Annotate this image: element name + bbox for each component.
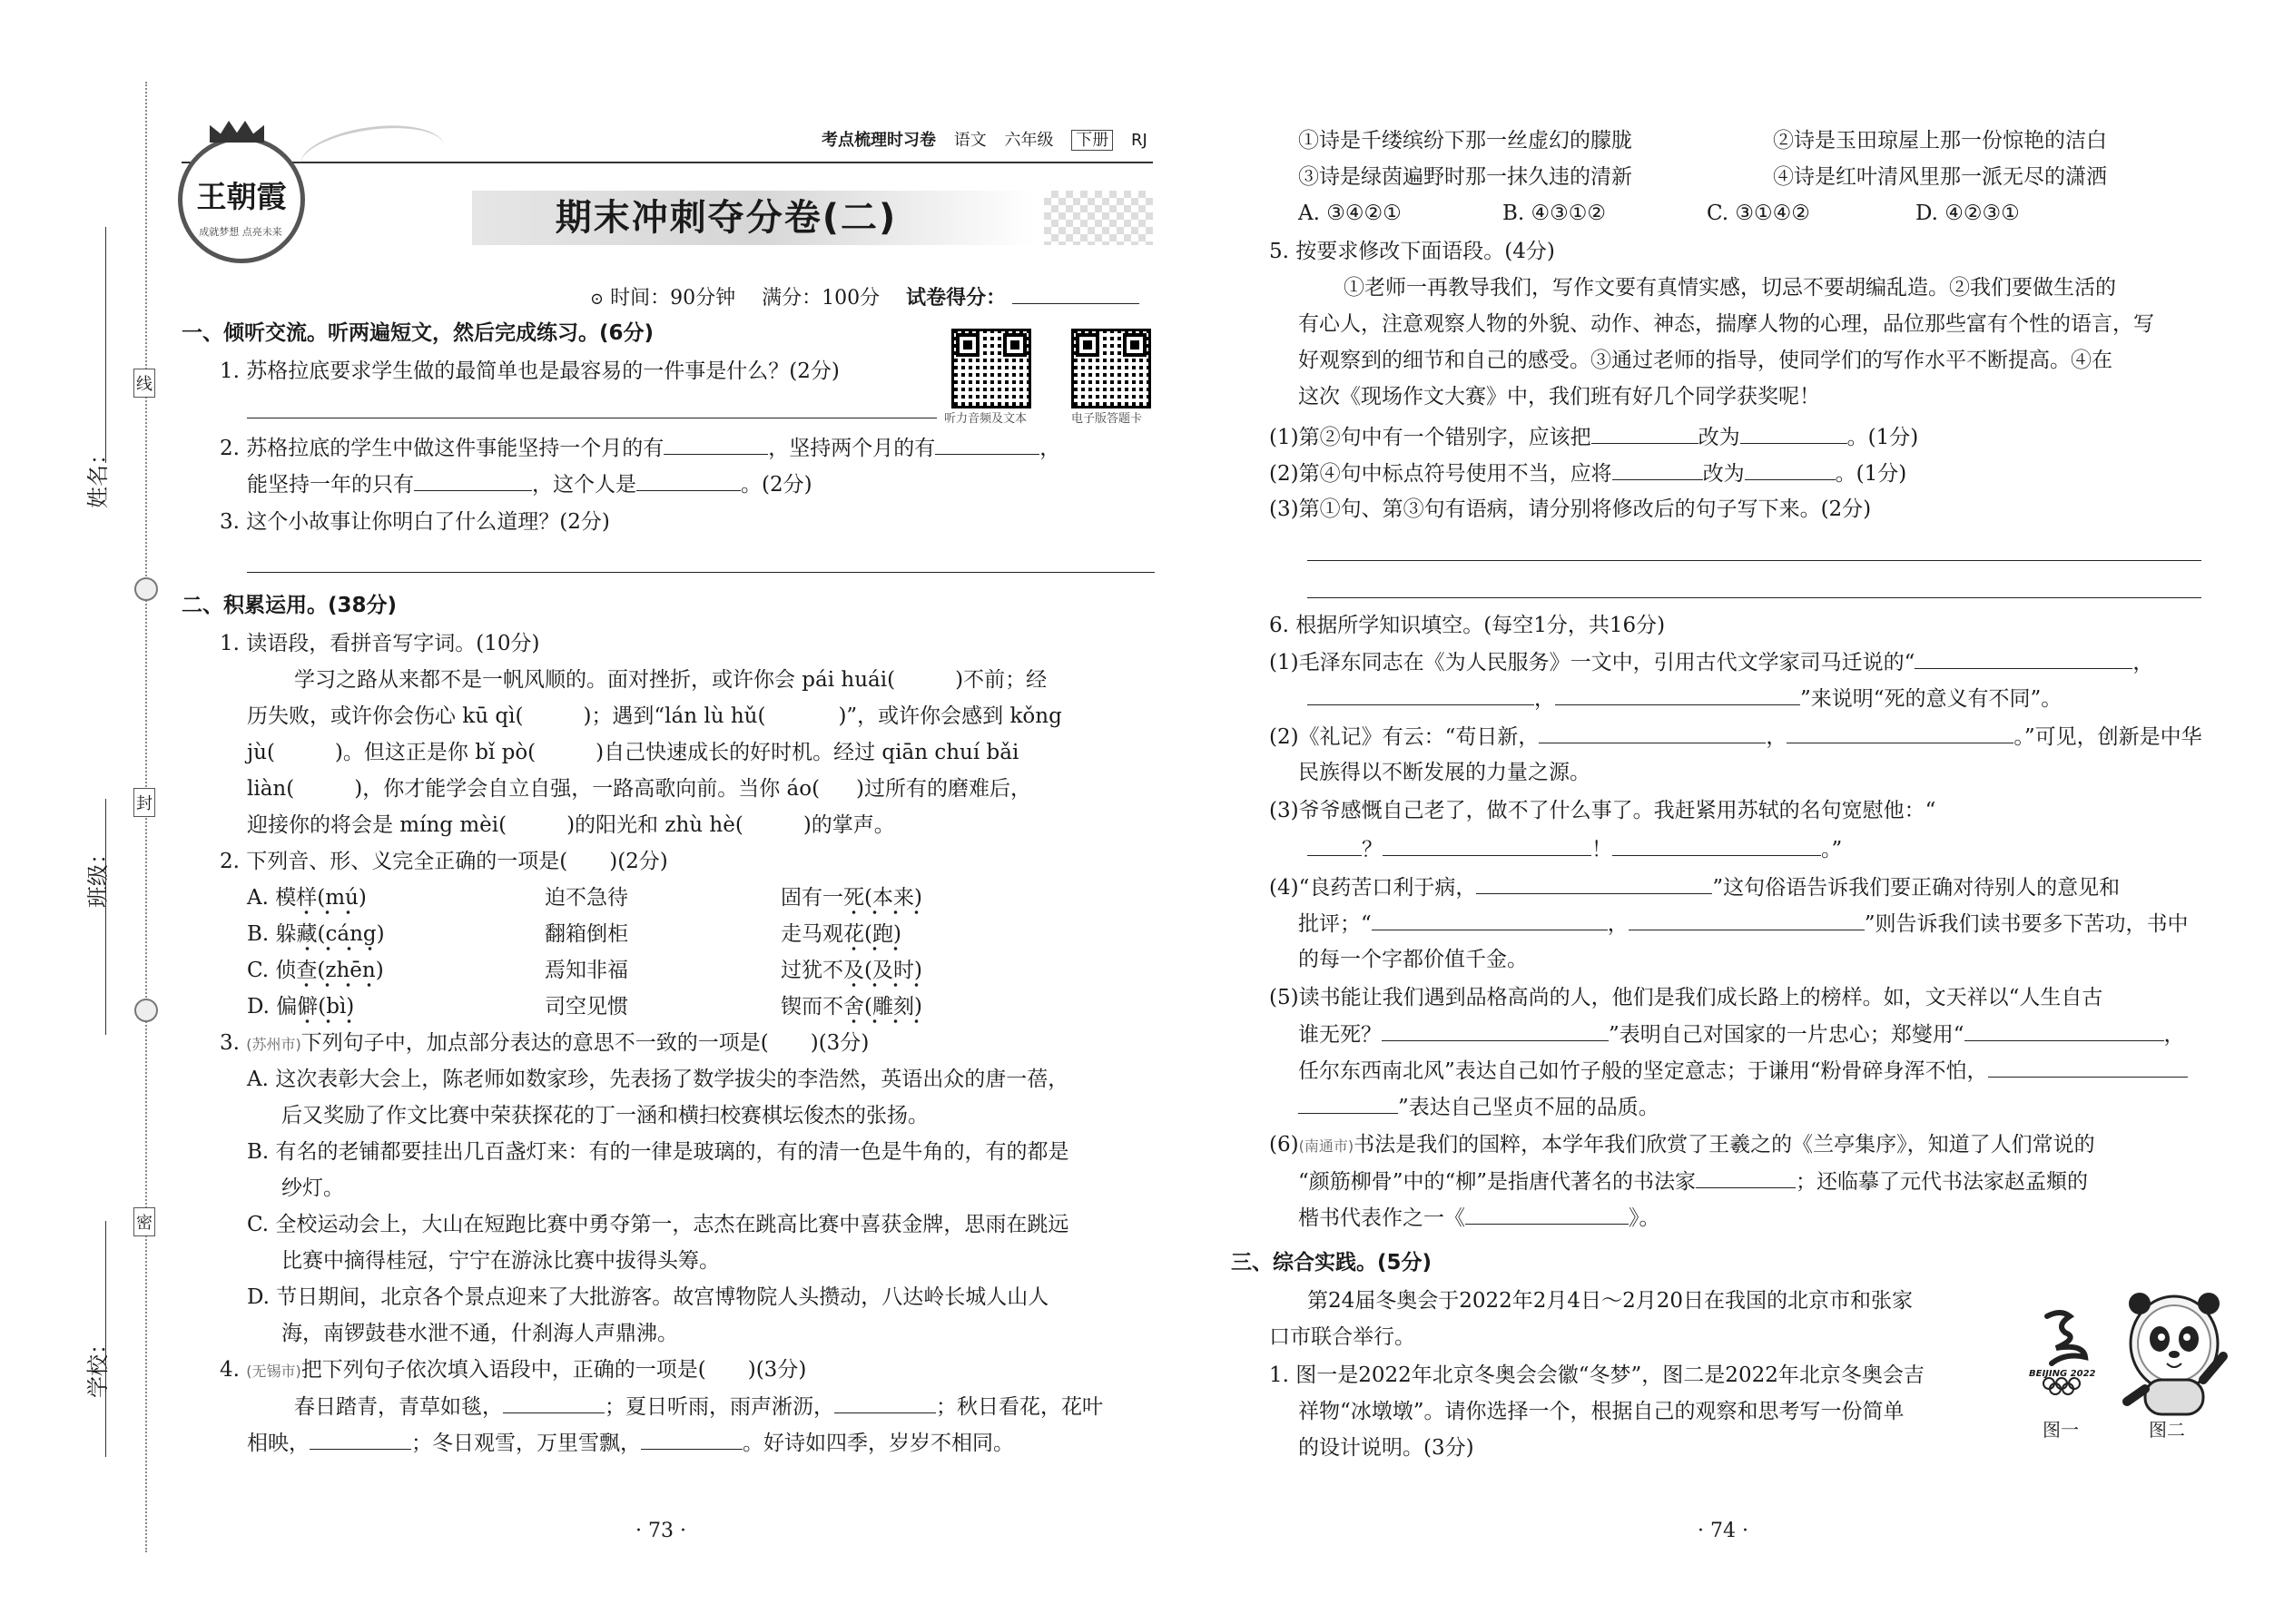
q12-text-b: ，坚持两个月的有 — [768, 437, 936, 460]
cut-mark-3: 密 — [133, 1207, 155, 1236]
q6s3-b: ？ — [1362, 838, 1383, 861]
p1-text-a: 学习之路从来都不是一帆风顺的。面对挫折，或许你会 pái huái( — [294, 668, 896, 692]
q22-option-word: 查(zhēn) — [296, 959, 383, 988]
q22-meaning-lead: 过犹不 — [781, 959, 843, 982]
q6-sub-3-cont — [1307, 835, 1842, 863]
time-limit: 时间：90分钟 — [610, 287, 736, 310]
q22-option-lead: A. 模 — [247, 886, 297, 910]
q5s2-a: (2)第④句中标点符号使用不当，应将 — [1269, 462, 1612, 486]
q6s3-c: ！ — [1591, 838, 1612, 861]
q6-sub-6-cont2 — [1298, 1204, 1660, 1232]
emblem-icon — [2029, 1307, 2105, 1398]
q6s5-f: ”表达自己坚贞不屈的品质。 — [1398, 1096, 1659, 1119]
blank-6-2b[interactable] — [1787, 723, 2013, 743]
q22-option-c[interactable] — [247, 957, 384, 984]
cut-mark-1: 线 — [133, 369, 155, 398]
answer-sheet-qr-code[interactable] — [1071, 329, 1151, 408]
crown-icon — [210, 121, 264, 143]
header-bar — [822, 127, 1147, 154]
logo-motto: 成就梦想 点亮未来 — [199, 226, 282, 238]
q23-option-b-line1[interactable]: B. 有名的老铺都要挂出几百盏灯来：有的一律是玻璃的，有的清一色是牛角的，有的都是 — [247, 1140, 1069, 1164]
q22-option-idiom: 翻箱倒柜 — [545, 922, 628, 946]
region-tag: (南通市) — [1298, 1137, 1354, 1155]
subject-badge: 语文 — [953, 131, 987, 150]
q12-text-d: 能坚持一年的只有 — [247, 473, 414, 497]
q22-option-word: 僻(bì) — [297, 995, 354, 1024]
q6s6-e: 》。 — [1629, 1206, 1660, 1230]
s3-passage-2: 口市联合举行。 — [1269, 1325, 1415, 1349]
binding-hole-icon — [134, 999, 158, 1022]
score-blank[interactable] — [1012, 283, 1139, 304]
q6s1-b: ， — [2132, 651, 2154, 674]
region-tag: (苏州市) — [246, 1036, 301, 1053]
q23-option-a-line2: 后又奖励了作文比赛中荣获探花的丁一涵和横扫校赛棋坛俊杰的张扬。 — [281, 1104, 929, 1127]
answer-line-5-3a[interactable] — [1307, 560, 2201, 561]
q22-meaning-word: 花(跑) — [843, 922, 901, 951]
p3-text-b: )。但这正是你 bǐ pò( — [334, 741, 537, 764]
q24-p1b: ；夏日听雨，雨声淅沥， — [605, 1395, 834, 1419]
q24-p1a: 春日踏青，青草如毯， — [294, 1395, 503, 1419]
s3-passage-1: 第24届冬奥会于2022年2月4日～2月20日在我国的北京市和张家 — [1307, 1289, 1913, 1313]
blank-6-4b[interactable] — [1372, 910, 1608, 930]
q5s1-b: 改为 — [1698, 426, 1740, 449]
blank-2-4a[interactable] — [503, 1393, 605, 1413]
q22-meaning-word: 舍(雕刻) — [843, 995, 922, 1024]
q23-option-c-line2: 比赛中摘得桂冠，宁宁在游泳比赛中拔得头筹。 — [281, 1249, 720, 1273]
blank-6-6b[interactable] — [1465, 1204, 1629, 1225]
q6-sub-4-end: 的每一个字都价值千金。 — [1298, 948, 1528, 971]
q24-passage-line2 — [247, 1429, 1014, 1457]
binding-hole-icon — [134, 577, 158, 601]
p2-text-a: 历失败，或许你会伤心 kū qì( — [247, 704, 524, 728]
q4-opt-2: ②诗是玉田琼屋上那一份惊艳的洁白 — [1773, 129, 2107, 153]
blank-6-1c[interactable] — [1555, 684, 1800, 705]
q5-sub-2 — [1269, 459, 1906, 487]
q12-text-a: 2. 苏格拉底的学生中做这件事能坚持一个月的有 — [220, 437, 665, 460]
q22-option-meaning — [781, 957, 922, 984]
q22-option-idiom: 司空见惯 — [545, 995, 628, 1019]
q4-opt-3: ③诗是绿茵遍野时那一抹久违的清新 — [1298, 165, 1632, 189]
q22-option-idiom: 迫不急待 — [545, 886, 628, 910]
q24-p2a: 相映， — [247, 1432, 310, 1455]
q5-sub-1 — [1269, 423, 1918, 451]
answer-qr-caption: 电子版答题卡 — [1071, 412, 1143, 426]
q22-meaning-word: 死(本来) — [843, 886, 922, 915]
cut-mark-2: 封 — [133, 788, 155, 817]
blank-6-1b[interactable] — [1307, 684, 1534, 705]
class-line — [105, 799, 106, 1035]
q24-p2c: 。好诗如四季，岁岁不相同。 — [743, 1432, 1014, 1455]
q6s5-b: 谁无死？ — [1298, 1023, 1382, 1047]
q22-option-b[interactable] — [247, 920, 385, 948]
p5-text-b: )的阳光和 zhù hè( — [566, 813, 743, 837]
figure-1-label: 图一 — [2043, 1419, 2079, 1441]
q6-sub-4-cont — [1298, 910, 2189, 938]
blank-6-1a[interactable] — [1915, 648, 2132, 669]
q6s1-d: ”来说明“死的意义有不同”。 — [1800, 687, 2063, 711]
name-line — [105, 227, 106, 463]
page-number-right: · 74 · — [1698, 1520, 1748, 1542]
blank-2-4d[interactable] — [641, 1429, 743, 1450]
q4-answer-d[interactable]: D. ④②③① — [1915, 202, 2020, 225]
page-title: 期末冲刺夺分卷(二) — [555, 197, 898, 239]
audio-qr-code[interactable] — [951, 329, 1031, 408]
figure-2-label: 图二 — [2149, 1419, 2185, 1441]
blank-6-3b[interactable] — [1383, 835, 1591, 856]
blank-5-1b[interactable] — [1740, 423, 1847, 444]
q23-option-d-line2: 海，南锣鼓巷水泄不通，什刹海人声鼎沸。 — [281, 1322, 678, 1345]
audio-qr-caption: 听力音频及文本 — [944, 412, 1028, 426]
q22-option-lead: B. 躲 — [247, 922, 297, 946]
q4-answer-b[interactable]: B. ④③①② — [1502, 202, 1607, 225]
q6s2-c: 。”可见，创新是中华 — [2013, 725, 2202, 749]
q22-option-meaning — [781, 884, 922, 911]
q6-sub-5: (5)读书能让我们遇到品格高尚的人，他们是我们成长路上的榜样。如，文天祥以“人生自古 — [1269, 986, 2103, 1009]
blank-5-1a[interactable] — [1591, 423, 1698, 444]
name-label: 姓名： — [85, 443, 111, 508]
full-score: 满分：100分 — [762, 287, 881, 310]
passage-line-2 — [247, 703, 1062, 730]
q22-option-lead: D. 偏 — [247, 995, 298, 1019]
q22-option-d[interactable] — [247, 993, 354, 1020]
blank-5-2b[interactable] — [1745, 459, 1836, 480]
q6-sub-6: (6)(南通市)书法是我们的国粹，本学年我们欣赏了王羲之的《兰亭集序》，知道了人们常说的 — [1269, 1131, 2095, 1160]
q22-meaning-lead: 走马观 — [781, 922, 843, 946]
p5-text-a: 迎接你的将会是 míng mèi( — [247, 813, 507, 837]
q6-sub-4 — [1269, 873, 2120, 901]
q6-sub-6-cont1 — [1298, 1167, 2088, 1196]
q6s4-a: (4)“良药苦口利于病， — [1269, 876, 1477, 900]
page-number-left: · 73 · — [635, 1520, 686, 1542]
question-2-5: 5. 按要求修改下面语段。(4分) — [1269, 240, 1555, 263]
section-2-heading: 二、积累运用。(38分) — [182, 594, 398, 617]
school-label: 学校： — [85, 1333, 111, 1398]
passage-line-4 — [247, 775, 1031, 802]
answer-line-5-3b[interactable] — [1307, 597, 2201, 598]
q6s6-d: 楷书代表作之一《 — [1298, 1206, 1465, 1230]
q24-p1c: ；秋日看花，花叶 — [936, 1395, 1103, 1419]
q23-option-b-line2: 纱灯。 — [281, 1176, 344, 1200]
q5-passage-3: 好观察到的细节和自己的感受。③通过老师的指导，使同学们的写作水平不断提高。④在 — [1298, 349, 2112, 372]
q24-p2b: ；冬日观雪，万里雪飘， — [411, 1432, 641, 1455]
q6s2-a: (2)《礼记》有云：“苟日新， — [1269, 725, 1540, 749]
q6s6-a: 书法是我们的国粹，本学年我们欣赏了王羲之的《兰亭集序》，知道了人们常说的 — [1354, 1133, 2095, 1156]
p4-text-a: liàn( — [247, 777, 295, 801]
q5-sub-3: (3)第①句、第③句有语病，请分别将修改后的句子写下来。(2分) — [1269, 497, 1872, 521]
q6-sub-2-cont: 民族得以不断发展的力量之源。 — [1298, 761, 1590, 784]
q22-meaning-word: 及(及时) — [843, 959, 922, 988]
q6-sub-5-cont3 — [1298, 1093, 1659, 1121]
volume-badge: 下册 — [1071, 130, 1113, 151]
q6-sub-5-cont2 — [1298, 1057, 2188, 1085]
passage-line-5 — [247, 812, 895, 839]
q6-sub-1-cont — [1307, 684, 2062, 713]
q6s1-a: (1)毛泽东同志在《为人民服务》一文中，引用古代文学家司马迁说的“ — [1269, 651, 1915, 674]
q24-text: 把下列句子依次填入语段中，正确的一项是( )(3分) — [300, 1358, 807, 1382]
blank-6-3a[interactable] — [1307, 835, 1362, 856]
class-label: 班级： — [85, 842, 111, 908]
q4-answer-a[interactable]: A. ③④②① — [1298, 202, 1402, 225]
q5-passage-1: ①老师一再教导我们，写作文要有真情实感，切忌不要胡编乱造。②我们要做生活的 — [1344, 276, 2116, 300]
blank-6-2a[interactable] — [1539, 723, 1766, 743]
blank-1-2d[interactable] — [636, 470, 741, 491]
blank-2-4c[interactable] — [310, 1429, 411, 1450]
q6s5-d: ， — [2163, 1023, 2185, 1047]
q6-sub-1 — [1269, 648, 2153, 676]
p2-text-b: )；遇到“lán lù hǔ( — [583, 704, 766, 728]
q22-option-a[interactable] — [247, 884, 367, 911]
cut-line — [145, 82, 147, 1552]
q22-option-idiom: 焉知非福 — [545, 959, 628, 982]
region-tag: (无锡市) — [246, 1363, 301, 1380]
blank-6-5c[interactable] — [1988, 1057, 2188, 1078]
question-2-3: 3. (苏州市)下列句子中，加点部分表达的意思不一致的一项是( )(3分) — [220, 1029, 869, 1058]
q6-sub-5-cont1 — [1298, 1020, 2185, 1048]
emblem-caption: BEIJING 2022 — [2029, 1369, 2096, 1379]
q6s6-c: ；还临摹了元代书法家赵孟頫的 — [1796, 1170, 2089, 1194]
exam-meta — [590, 283, 1139, 313]
q6s5-c: ”表明自己对国家的一片忠心；郑燮用“ — [1609, 1023, 1964, 1047]
q6s4-b: ”这句俗语告诉我们要正确对待别人的意见和 — [1712, 876, 2121, 900]
p4-text-b: )，你才能学会自立自强，一路高歌向前。当你 áo( — [354, 777, 821, 801]
clock-icon: ⊙ — [590, 290, 605, 309]
edition-badge: RJ — [1130, 131, 1147, 150]
blank-2-4b[interactable] — [834, 1393, 936, 1413]
title-checker-decoration — [1044, 191, 1153, 245]
q6-sub-3: (3)爷爷感慨自己老了，做不了什么事了。我赶紧用苏轼的名句宽慰他：“ — [1269, 799, 1936, 822]
blank-6-5a[interactable] — [1382, 1020, 1609, 1041]
question-2-1: 1. 读语段，看拼音写字词。(10分) — [220, 632, 540, 655]
blank-6-3c[interactable] — [1612, 835, 1821, 856]
blank-6-6a[interactable] — [1696, 1167, 1796, 1188]
blank-6-4c[interactable] — [1629, 910, 1865, 930]
q5s2-b: 改为 — [1702, 462, 1745, 486]
q5-passage-4: 这次《现场作文大赛》中，我们班有好几个同学获奖呢！ — [1298, 385, 1820, 408]
p3-text-c: )自己快速成长的好时机。经过 qiān chuí bǎi — [596, 741, 1019, 764]
passage-line-1 — [294, 666, 1047, 694]
q22-option-lead: C. 侦 — [247, 959, 297, 982]
passage-line-3 — [247, 739, 1019, 766]
question-1-2-cont — [247, 470, 812, 498]
q4-answer-c[interactable]: C. ③①④② — [1707, 202, 1810, 225]
question-1-2 — [220, 434, 1060, 462]
q23-option-c-line1[interactable]: C. 全校运动会上，大山在短跑比赛中勇夺第一，志杰在跳高比赛中喜获金牌，思雨在跳远 — [247, 1213, 1069, 1236]
blank-5-2a[interactable] — [1612, 459, 1703, 480]
blank-6-4a[interactable] — [1476, 873, 1712, 894]
q22-option-meaning — [781, 920, 901, 948]
q6s1-c: ， — [1534, 687, 1555, 711]
p1-text-b: )不前；经 — [955, 668, 1048, 692]
q4-opt-1: ①诗是千缕缤纷下那一丝虚幻的朦胧 — [1298, 129, 1632, 153]
blank-1-2b[interactable] — [935, 434, 1039, 455]
p2-text-c: )”，或许你会感到 kǒng — [838, 704, 1062, 728]
s3-question-1a: 1. 图一是2022年北京冬奥会会徽“冬梦”，图二是2022年北京冬奥会吉 — [1269, 1363, 1925, 1387]
q23-option-a-line1[interactable]: A. 这次表彰大会上，陈老师如数家珍，先表扬了数学拔尖的李浩然，英语出众的唐一蓓， — [247, 1068, 1069, 1091]
q23-option-d-line1[interactable]: D. 节日期间，北京各个景点迎来了大批游客。故宫博物院人头攒动，八达岭长城人山人 — [247, 1285, 1049, 1309]
q6s4-c: 批评；“ — [1298, 912, 1372, 936]
question-2-4: 4. (无锡市)把下列句子依次填入语段中，正确的一项是( )(3分) — [220, 1356, 806, 1385]
mascot-image — [2120, 1289, 2229, 1416]
q6s3-d: 。” — [1821, 838, 1843, 861]
p4-text-c: )过所有的磨难后， — [856, 777, 1032, 801]
q5s2-c: 。(1分) — [1835, 462, 1907, 486]
p3-text-a: jù( — [247, 741, 275, 764]
brand-logo — [178, 136, 305, 263]
q22-meaning-lead: 固有一 — [781, 886, 843, 910]
q6s2-b: ， — [1766, 725, 1787, 749]
s3-question-1c: 的设计说明。(3分) — [1298, 1436, 1474, 1460]
blank-1-2c[interactable] — [414, 470, 532, 491]
panda-mascot-icon — [2120, 1289, 2229, 1416]
grade-badge: 六年级 — [1004, 131, 1054, 150]
q6s4-e: ”则告诉我们读书要多下苦功，书中 — [1864, 912, 2189, 936]
q5s1-c: 。(1分) — [1846, 426, 1919, 449]
q5s1-a: (1)第②句中有一个错别字，应该把 — [1269, 426, 1591, 449]
section-1-heading: 一、倾听交流。听两遍短文，然后完成练习。(6分) — [182, 321, 655, 345]
question-1-3: 3. 这个小故事让你明白了什么道理？(2分) — [220, 510, 610, 534]
answer-line-1-3[interactable] — [247, 572, 1155, 573]
olympic-emblem-image — [2029, 1307, 2105, 1398]
blank-1-2a[interactable] — [664, 434, 768, 455]
s3-question-1b: 祥物“冰墩墩”。请你选择一个，根据自己的观察和思考写一份简单 — [1298, 1400, 1905, 1423]
question-1-1: 1. 苏格拉底要求学生做的最简单也是最容易的一件事是什么？(2分) — [220, 359, 840, 383]
q6-sub-2 — [1269, 723, 2202, 751]
q24-passage-line1 — [294, 1393, 1103, 1421]
q6s4-d: ， — [1607, 912, 1629, 936]
question-2-2: 2. 下列音、形、义完全正确的一项是( )(2分) — [220, 850, 668, 873]
q22-option-word: 藏(cáng) — [297, 922, 385, 951]
section-3-heading: 三、综合实践。(5分) — [1231, 1251, 1433, 1275]
blank-6-5b[interactable] — [1964, 1020, 2164, 1041]
q4-opt-4: ④诗是红叶清风里那一派无尽的潇洒 — [1773, 165, 2107, 189]
binding-margin — [0, 0, 159, 1624]
question-2-6: 6. 根据所学知识填空。(每空1分，共16分) — [1269, 614, 1666, 637]
q6s6-b: “颜筋柳骨”中的“柳”是指唐代著名的书法家 — [1298, 1170, 1697, 1194]
series-label: 考点梳理时习卷 — [822, 131, 936, 150]
p5-text-c: )的掌声。 — [802, 813, 895, 837]
q12-text-e: ，这个人是 — [532, 473, 636, 497]
q22-option-meaning — [781, 993, 922, 1020]
q6s5-e: 任尔东西南北风”表达自己如竹子般的坚定意志；于谦用“粉骨碎身浑不怕， — [1298, 1059, 1988, 1083]
q12-text-c: ， — [1039, 437, 1061, 460]
q22-meaning-lead: 锲而不 — [781, 995, 843, 1019]
logo-name: 王朝霞 — [196, 179, 287, 214]
q23-text: 下列句子中，加点部分表达的意思不一致的一项是( )(3分) — [300, 1031, 870, 1055]
q22-option-word: 样(mú) — [296, 886, 367, 915]
ribbon-decoration-icon — [296, 117, 448, 194]
q5-passage-2: 有心人，注意观察人物的外貌、动作、神态，揣摩人物的心理，品位那些富有个性的语言，写 — [1298, 312, 2154, 336]
score-label: 试卷得分： — [906, 286, 1007, 310]
blank-6-5d[interactable] — [1298, 1093, 1398, 1114]
q12-text-f: 。(2分) — [741, 473, 812, 497]
